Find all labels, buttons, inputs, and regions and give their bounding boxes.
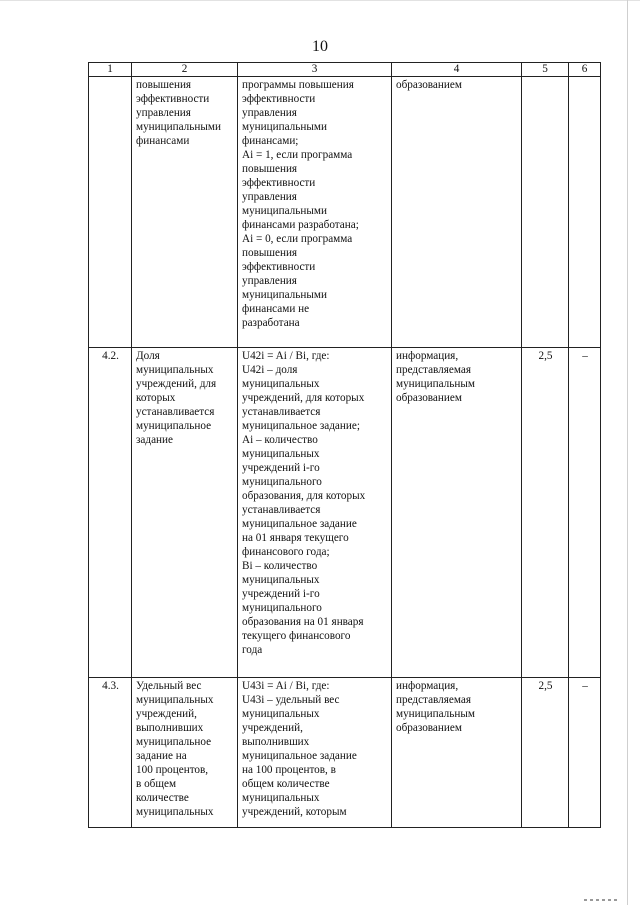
row-number: 4.3. (89, 678, 132, 828)
column-header: 5 (522, 63, 569, 77)
scan-mark (584, 899, 620, 901)
note-value: – (569, 678, 601, 828)
calculation-formula: U43i = Ai / Bi, где: U43i – удельный вес муниципальных учреждений, выполнивших муниципальное задание на 100 процентов, в общем количестве муниципальных учреждений, которым (238, 678, 392, 828)
weight-value: 2,5 (522, 348, 569, 678)
weight-value (522, 77, 569, 348)
indicator-name: Удельный вес муниципальных учреждений, выполнивших муниципальное задание на 100 процентов, в общем количестве муниципальных (132, 678, 238, 828)
column-header: 3 (238, 63, 392, 77)
row-number (89, 77, 132, 348)
note-value: – (569, 348, 601, 678)
column-header: 1 (89, 63, 132, 77)
table-row (89, 678, 601, 828)
page-number: 10 (312, 38, 328, 55)
data-source: информация, представляемая муниципальным образованием (392, 348, 522, 678)
calculation-formula: программы повышения эффективности управления муниципальными финансами; Ai = 1, если программа повышения эффективности управления муниципальными финансами разработана; Ai = 0, если программа повышения эффективности управления муниципальными финансами не разработана (238, 77, 392, 348)
column-header: 6 (569, 63, 601, 77)
calculation-formula: U42i = Ai / Bi, где: U42i – доля муниципальных учреждений, для которых устанавливается муниципальное задание; Ai – количество муниципальных учреждений i-го муниципального образования, для которых устанавливается муниципальное задание на 01 января текущего финансового года; Bi – количество муниципальных учреждений i-го муниципального образования на 01 января текущего финансового года (238, 348, 392, 678)
column-header: 2 (132, 63, 238, 77)
column-header: 4 (392, 63, 522, 77)
weight-value: 2,5 (522, 678, 569, 828)
indicator-name: повышения эффективности управления муниципальными финансами (132, 77, 238, 348)
table-row (89, 348, 601, 678)
data-source: информация, представляемая муниципальным образованием (392, 678, 522, 828)
note-value (569, 77, 601, 348)
scan-right-edge (627, 0, 628, 905)
scan-top-edge (0, 0, 640, 1)
indicators-table (88, 62, 601, 828)
row-number: 4.2. (89, 348, 132, 678)
indicator-name: Доля муниципальных учреждений, для которых устанавливается муниципальное задание (132, 348, 238, 678)
data-source: образованием (392, 77, 522, 348)
table-header-row (89, 63, 601, 77)
table-row (89, 77, 601, 348)
